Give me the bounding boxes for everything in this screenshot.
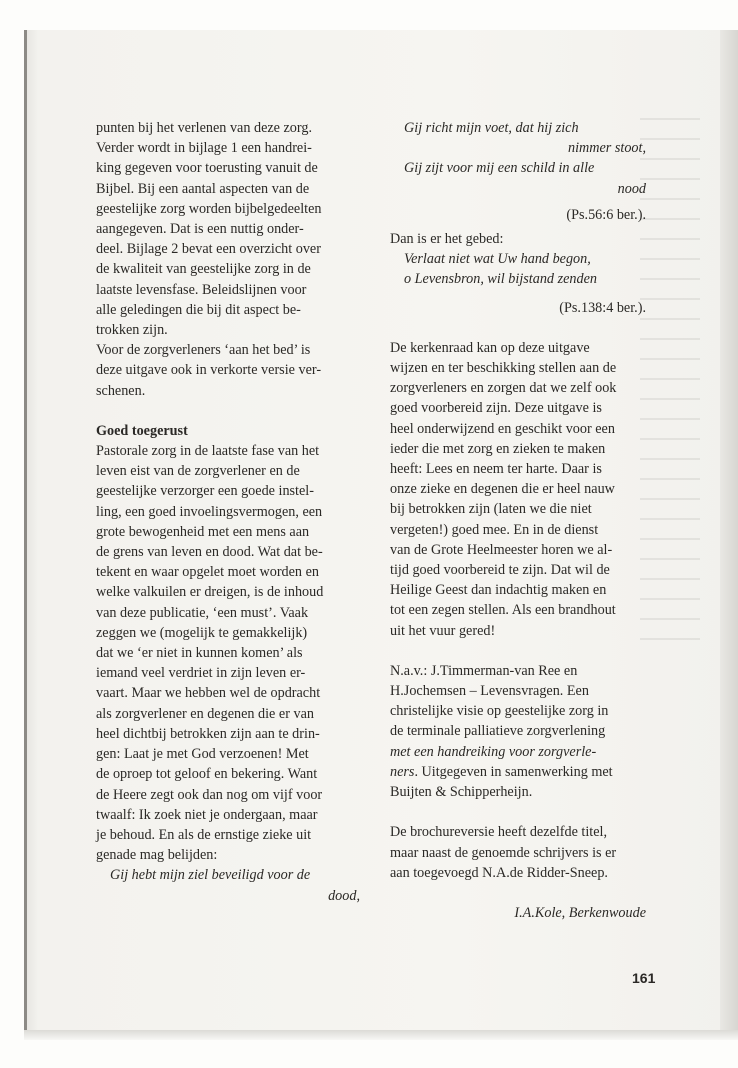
page-edge-bottom (24, 1030, 738, 1040)
text-line: genade mag belijden: (96, 847, 218, 864)
text-line: maar naast de genoemde schrijvers is er (390, 844, 617, 861)
text-line: de Heere zegt ook dan nog om vijf voor (96, 786, 323, 803)
text-line: Heilige Geest dan indachtig maken en (390, 582, 607, 599)
psalm-line: nood (617, 180, 646, 197)
text-line: geestelijke zorg worden bijbelgedeelten (96, 200, 322, 217)
text-line: Verder wordt in bijlage 1 een handrei- (96, 140, 312, 157)
text-line: tekent en waar opgelet moet worden en (96, 564, 319, 581)
right-column (390, 118, 646, 923)
text-line: je behoud. En als de ernstige zieke uit (96, 826, 312, 843)
text-line: heel onderwijzend en geschikt voor een (390, 420, 615, 437)
psalm-reference-a: (Ps.56:6 ber.). (566, 206, 646, 223)
text-line: De brochureversie heeft dezelfde titel, (390, 824, 608, 841)
text-line: de kwaliteit van geestelijke zorg in de (96, 261, 311, 278)
text-line: de grens van leven en dood. Wat dat be- (96, 544, 323, 561)
text-line: ling, een goed invoelingsvermogen, een (96, 503, 323, 520)
text-line: grote bewogenheid met een mens aan (96, 523, 310, 540)
psalm-quote-a (390, 118, 646, 199)
psalm-reference-b: (Ps.138:4 ber.). (559, 299, 646, 316)
text-line: als zorgverlener en degenen die er van (96, 705, 314, 722)
citation-subtitle: met een handreiking voor zorgverle- (390, 743, 597, 760)
text-line: Bijbel. Bij een aantal aspecten van de (96, 180, 310, 197)
text-line: tijd goed voorbereid te zijn. Dat wil de (390, 562, 610, 579)
text-line: tot een zegen stellen. Als een brandhout (390, 602, 616, 619)
text-line: deel. Bijlage 2 bevat een overzicht over (96, 241, 321, 258)
text-line: heel dichtbij betrokken zijn aan te drin- (96, 725, 320, 742)
psalm-quote (96, 865, 360, 905)
psalm-line: Verlaat niet wat Uw hand begon, (404, 251, 591, 268)
author-signature: I.A.Kole, Berkenwoude (514, 904, 646, 921)
text-line: welke valkuilen er dreigen, is de inhoud (96, 584, 324, 601)
citation-line: Buijten & Schipperheijn. (390, 784, 533, 801)
text-line: deze uitgave ook in verkorte versie ver- (96, 362, 322, 379)
text-line: gen: Laat je met God verzoenen! Met (96, 746, 309, 763)
text-line: bij betrokken zijn (laten we die niet (390, 501, 592, 518)
text-line: aan toegevoegd N.A.de Ridder-Sneep. (390, 864, 608, 881)
text-line: schenen. (96, 382, 146, 399)
page-number: 161 (632, 970, 656, 986)
intro-paragraph (96, 118, 360, 401)
text-line: iemand veel verdriet in zijn leven er- (96, 665, 306, 682)
text-line: Voor de zorgverleners ‘aan het bed’ is (96, 342, 311, 359)
source-citation (390, 661, 646, 802)
body-paragraph (96, 441, 360, 865)
text-line: onze zieke en degenen die er heel nauw (390, 481, 615, 498)
text-line: De kerkenraad kan op deze uitgave (390, 339, 590, 356)
text-line: aangegeven. Dat is een nuttig onder- (96, 221, 304, 238)
psalm-line: dood, (328, 887, 360, 904)
text-line: zeggen we (mogelijk te gemakkelijk) (96, 624, 308, 641)
psalm-line: Gij zijt voor mij een schild in alle (404, 160, 595, 177)
citation-subtitle-end: ners (390, 763, 415, 780)
show-through-text (640, 118, 700, 658)
text-line: leven eist van de zorgverlener en de (96, 463, 300, 480)
text-line: van de Grote Heelmeester horen we al- (390, 541, 613, 558)
prayer-intro: Dan is er het gebed: (390, 231, 504, 248)
text-line: vaart. Maar we hebben wel de opdracht (96, 685, 321, 702)
psalm-line: nimmer stoot, (567, 140, 646, 157)
text-line: heeft: Lees en neem ter harte. Daar is (390, 461, 602, 478)
text-line: geestelijke verzorger een goede instel- (96, 483, 314, 500)
left-column (96, 118, 360, 906)
citation-publisher: . Uitgegeven in samenwerking met (414, 763, 613, 780)
citation-line: de terminale palliatieve zorgverlening (390, 723, 606, 740)
brochure-paragraph (390, 822, 646, 883)
psalm-line: Gij richt mijn voet, dat hij zich (404, 120, 579, 136)
text-line: wijzen en ter beschikking stellen aan de (390, 360, 617, 377)
text-line: twaalf: Ik zoek niet je ondergaan, maar (96, 806, 318, 823)
text-line: laatste levensfase. Beleidslijnen voor (96, 281, 307, 298)
page-edge-right (720, 30, 738, 1040)
psalm-line: Gij hebt mijn ziel beveiligd voor de (110, 867, 311, 884)
citation-line (390, 762, 646, 782)
text-line: king gegeven voor toerusting vanuit de (96, 160, 318, 177)
binding-edge (24, 30, 27, 1030)
psalm-line: o Levensbron, wil bijstand zenden (404, 271, 597, 288)
text-line: trokken zijn. (96, 322, 168, 339)
citation-line: N.a.v.: J.Timmerman-van Ree en (390, 662, 578, 679)
text-line: goed voorbereid zijn. Deze uitgave is (390, 400, 602, 417)
text-line: Pastorale zorg in de laatste fase van het (96, 443, 320, 460)
text-line: punten bij het verlenen van deze zorg. (96, 120, 313, 136)
text-line: ieder die met zorg en zieken te maken (390, 440, 606, 457)
review-paragraph (390, 338, 646, 641)
text-line: zorgverleners en zorgen dat we zelf ook (390, 380, 617, 397)
text-line: van deze publicatie, ‘een must’. Vaak (96, 604, 309, 621)
text-line: uit het vuur gered! (390, 622, 496, 639)
text-line: de oproep tot geloof en bekering. Want (96, 766, 318, 783)
text-line: dat we ‘er niet in kunnen komen’ als (96, 645, 303, 662)
psalm-quote-b (390, 249, 646, 289)
text-line: vergeten!) goed mee. En in de dienst (390, 521, 599, 538)
citation-line: christelijke visie op geestelijke zorg in (390, 703, 609, 720)
citation-line: H.Jochemsen – Levensvragen. Een (390, 683, 589, 700)
text-line: alle geledingen die bij dit aspect be- (96, 301, 301, 318)
section-heading: Goed toegerust (96, 422, 188, 439)
